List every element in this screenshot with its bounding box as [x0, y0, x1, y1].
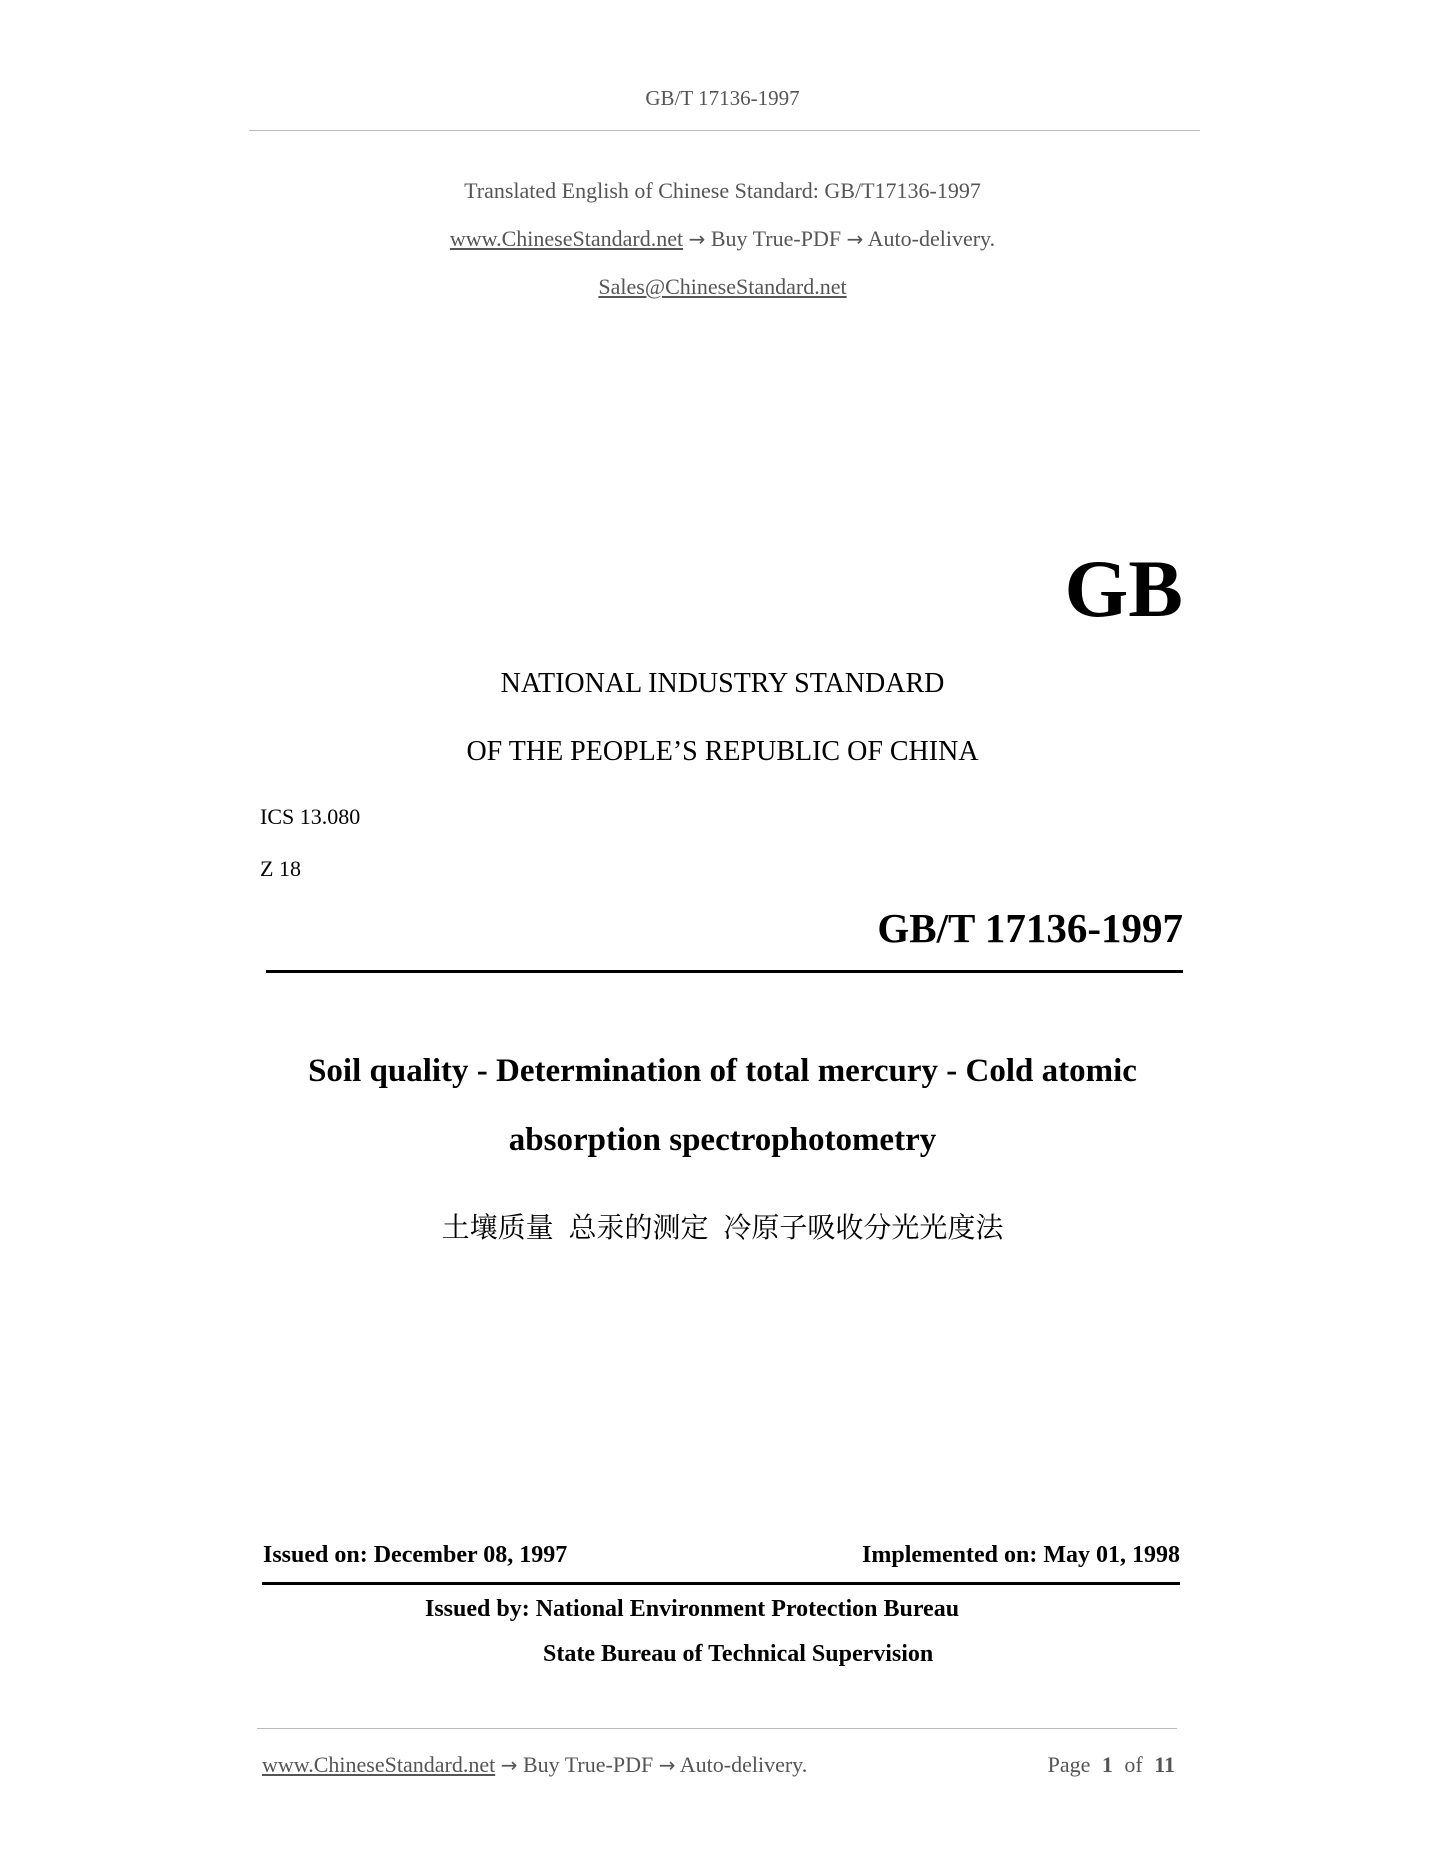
gb-logo-mark: GB [1064, 543, 1183, 634]
promo-email-line [0, 274, 1445, 300]
footer-site-link[interactable]: www.ChineseStandard.net [262, 1752, 496, 1777]
page-total: 11 [1154, 1752, 1175, 1777]
footer-buy-line [262, 1752, 807, 1778]
standard-heading-line1: NATIONAL INDUSTRY STANDARD [500, 668, 945, 699]
issued-by-line1: Issued by: National Environment Protection Bureau [425, 1596, 960, 1622]
footer-divider [257, 1728, 1177, 1729]
running-header: GB/T 17136-1997 [645, 86, 800, 110]
code-underline [266, 970, 1183, 973]
promo-buy-line [0, 226, 1445, 252]
ccs-code: Z 18 [260, 856, 301, 881]
page-word: Page [1047, 1752, 1091, 1777]
document-title-line2: absorption spectrophotometry [508, 1122, 937, 1158]
arrow-right-icon: → [688, 227, 706, 251]
page-number: 1 [1101, 1752, 1113, 1777]
document-title-line1: Soil quality - Determination of total mercury - Cold atomic [308, 1053, 1137, 1089]
footer-delivery-text: Auto-delivery. [679, 1752, 808, 1777]
promo-line: Translated English of Chinese Standard: GB/T17136-1997 [464, 178, 981, 203]
header-divider [249, 130, 1200, 131]
issued-by-line2: State Bureau of Technical Supervision [543, 1641, 934, 1667]
of-word: of [1124, 1752, 1143, 1777]
dates-divider [262, 1582, 1180, 1585]
arrow-right-icon: → [846, 227, 864, 251]
arrow-right-icon: → [500, 1753, 518, 1777]
issued-on-date: Issued on: December 08, 1997 [263, 1542, 568, 1568]
promo-buy-text: Buy True-PDF [710, 226, 842, 251]
footer-buy-text: Buy True-PDF [522, 1752, 654, 1777]
ics-code: ICS 13.080 [260, 804, 361, 829]
promo-email-link[interactable]: Sales@ChineseStandard.net [598, 274, 847, 299]
promo-delivery-text: Auto-delivery. [867, 226, 996, 251]
promo-site-link[interactable]: www.ChineseStandard.net [449, 226, 684, 251]
standard-code: GB/T 17136-1997 [877, 905, 1183, 951]
standard-heading-line2: OF THE PEOPLE’S REPUBLIC OF CHINA [466, 736, 979, 767]
page-indicator [1048, 1752, 1175, 1778]
document-title-chinese: 土壤质量 总汞的测定 冷原子吸收分光光度法 [441, 1211, 1004, 1244]
implemented-on-date: Implemented on: May 01, 1998 [862, 1542, 1180, 1568]
arrow-right-icon: → [658, 1753, 676, 1777]
